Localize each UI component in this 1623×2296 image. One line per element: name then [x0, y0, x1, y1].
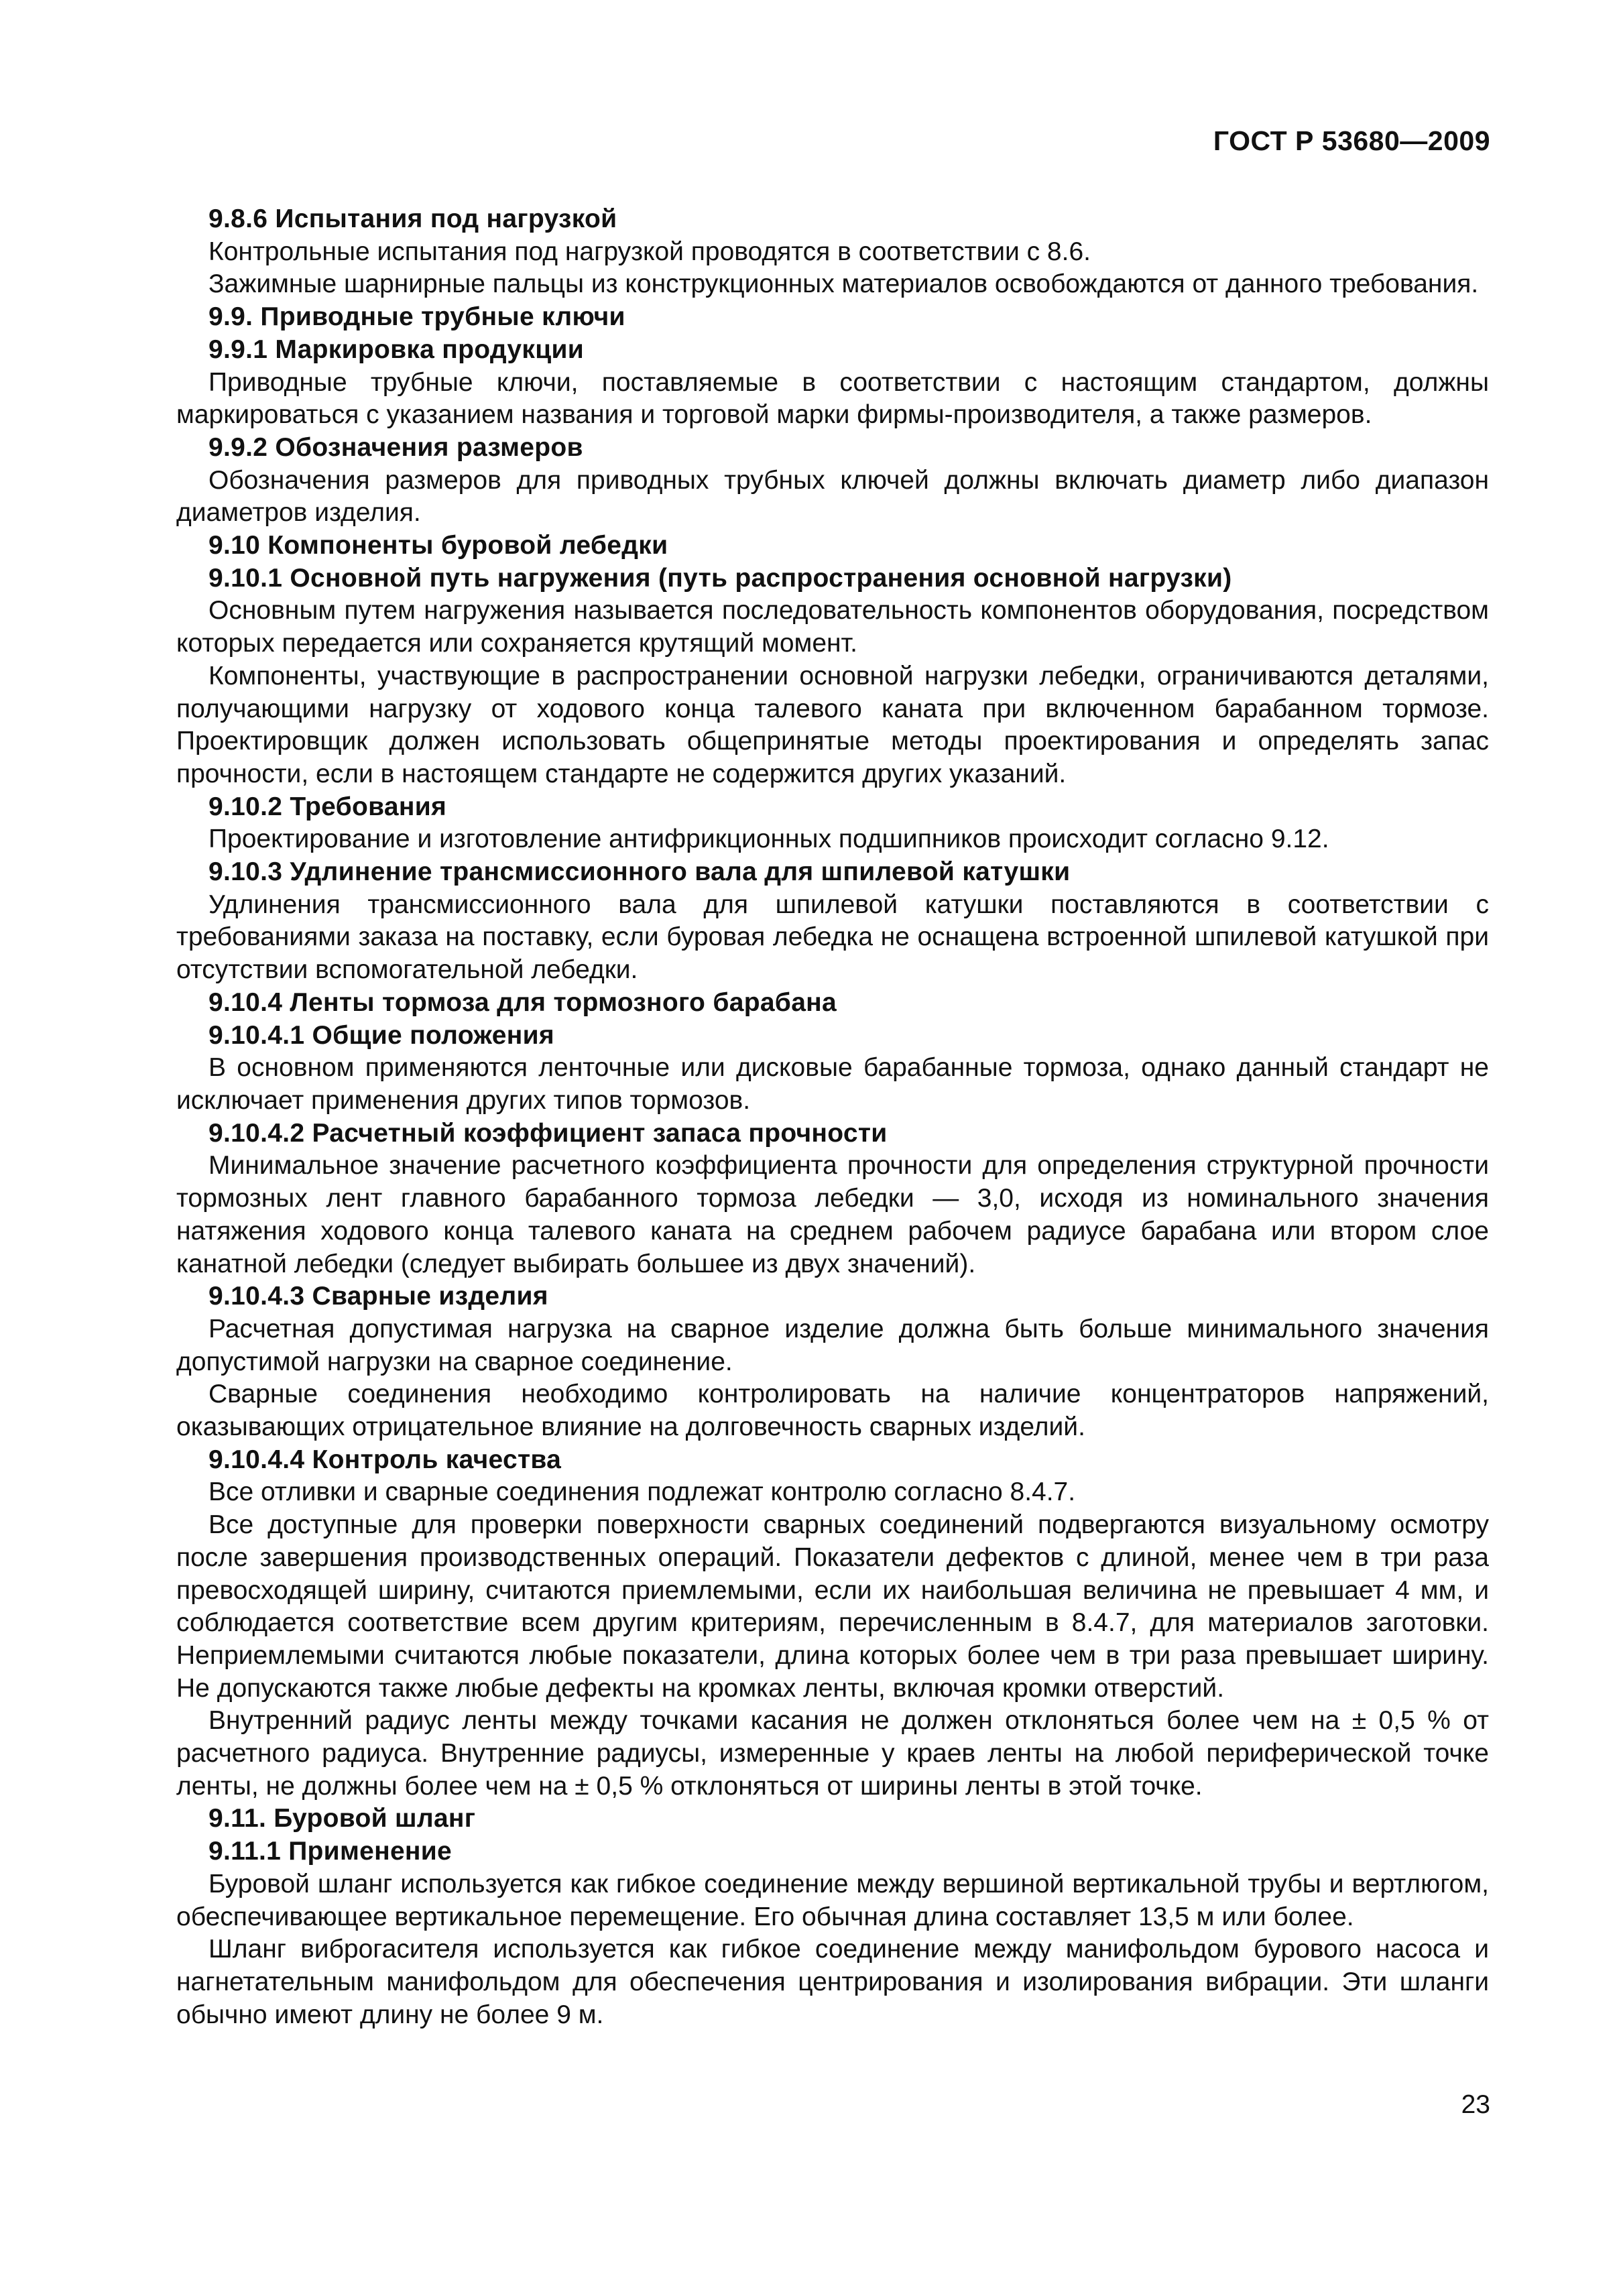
section-heading: 9.8.6 Испытания под нагрузкой: [208, 204, 617, 233]
section-heading: 9.9.1 Маркировка продукции: [208, 335, 585, 364]
body-paragraph: Минимальное значение расчетного коэффициента прочности для определения структурной прочности тормозных лент главного барабанного тормоза лебедки — 3,0, исходя из номинального значения натяжения ходового конца талевого каната на среднем рабочем радиусе барабана или втором слое канатной лебедки (следует выбирать большее из двух значений).: [176, 1151, 1489, 1278]
section-heading: 9.10.3 Удлинение трансмиссионного вала для шпилевой катушки: [208, 857, 1071, 887]
section-heading: 9.10 Компоненты буровой лебедки: [208, 531, 668, 560]
body-paragraph: Буровой шланг используется как гибкое соединение между вершиной вертикальной трубы и вертлюгом, обеспечивающее вертикальное перемещение. Его обычная длина составляет 13,5 м или более.: [176, 1869, 1489, 1931]
body-paragraph: Шланг виброгасителя используется как гибкое соединение между манифольдом бурового насоса и нагнетательным манифольдом для обеспечения центрирования и изолирования вибрации. Эти шланги обычно имеют длину не более 9 м.: [176, 1935, 1489, 2029]
body-paragraph: В основном применяются ленточные или дисковые барабанные тормоза, однако данный стандарт не исключает применения других типов тормозов.: [176, 1053, 1489, 1115]
section-heading: 9.10.4 Ленты тормоза для тормозного барабана: [208, 987, 837, 1017]
section-heading: 9.9. Приводные трубные ключи: [208, 302, 625, 332]
section-heading: 9.10.4.4 Контроль качества: [208, 1445, 562, 1474]
body-paragraph: Удлинения трансмиссионного вала для шпилевой катушки поставляются в соответствии с требованиями заказа на поставку, если буровая лебедка не оснащена встроенной шпилевой катушкой при отсутствии вспомогательной лебедки.: [176, 890, 1489, 985]
section-heading: 9.9.2 Обозначения размеров: [208, 432, 583, 462]
body-paragraph: Основным путем нагружения называется последовательность компонентов оборудования, посредством которых передается или сохраняется крутящий момент.: [176, 596, 1489, 658]
section-heading: 9.10.4.3 Сварные изделия: [208, 1282, 548, 1311]
document-body: [176, 203, 1489, 2031]
body-paragraph: Сварные соединения необходимо контролировать на наличие концентраторов напряжений, оказывающих отрицательное влияние на долговечность сварных изделий.: [176, 1380, 1489, 1442]
body-paragraph: Контрольные испытания под нагрузкой проводятся в соответствии с 8.6.: [208, 237, 1091, 266]
body-paragraph: Обозначения размеров для приводных трубных ключей должны включать диаметр либо диапазон диаметров изделия.: [176, 465, 1489, 528]
body-paragraph: Проектирование и изготовление антифрикционных подшипников происходит согласно 9.12.: [208, 825, 1329, 854]
standard-header: ГОСТ Р 53680—2009: [1213, 125, 1490, 156]
body-paragraph: Компоненты, участвующие в распространении основной нагрузки лебедки, ограничиваются деталями, получающими нагрузку от ходового конца талевого каната при включенном барабанном тормозе. Проектировщик должен использовать общепринятые методы проектирования и определять запас прочности, если в настоящем стандарте не содержится других указаний.: [176, 661, 1489, 788]
body-paragraph: Все доступные для проверки поверхности сварных соединений подвергаются визуальному осмотру после завершения производственных операций. Показатели дефектов с длиной, менее чем в три раза превосходящей ширину, считаются приемлемыми, если их наибольшая величина не превышает 4 мм, и соблюдается соответствие всем другим критериям, перечисленным в 8.4.7, для материалов заготовки. Неприемлемыми считаются любые показатели, длина которых более чем в три раза превышает ширину. Не допускаются также любые дефекты на кромках ленты, включая кромки отверстий.: [176, 1510, 1489, 1703]
section-heading: 9.11. Буровой шланг: [208, 1804, 476, 1833]
section-heading: 9.10.1 Основной путь нагружения (путь распространения основной нагрузки): [208, 563, 1232, 593]
section-heading: 9.10.2 Требования: [208, 792, 447, 821]
body-paragraph: Зажимные шарнирные пальцы из конструкционных материалов освобождаются от данного требования.: [208, 269, 1479, 299]
body-paragraph: Расчетная допустимая нагрузка на сварное изделие должна быть больше минимального значения допустимой нагрузки на сварное соединение.: [176, 1314, 1489, 1376]
section-heading: 9.11.1 Применение: [208, 1837, 453, 1866]
page-number: 23: [1461, 2090, 1490, 2119]
body-paragraph: Приводные трубные ключи, поставляемые в соответствии с настоящим стандартом, должны маркироваться с указанием названия и торговой марки фирмы-производителя, а также размеров.: [176, 367, 1489, 430]
body-paragraph: Все отливки и сварные соединения подлежат контролю согласно 8.4.7.: [208, 1477, 1076, 1507]
body-paragraph: Внутренний радиус ленты между точками касания не должен отклоняться более чем на ± 0,5 % от расчетного радиуса. Внутренние радиусы, измеренные у краев ленты на любой периферической точке ленты, не должны более чем на ± 0,5 % отклоняться от ширины ленты в этой точке.: [176, 1706, 1489, 1801]
section-heading: 9.10.4.2 Расчетный коэффициент запаса прочности: [208, 1118, 888, 1148]
section-heading: 9.10.4.1 Общие положения: [208, 1020, 554, 1050]
